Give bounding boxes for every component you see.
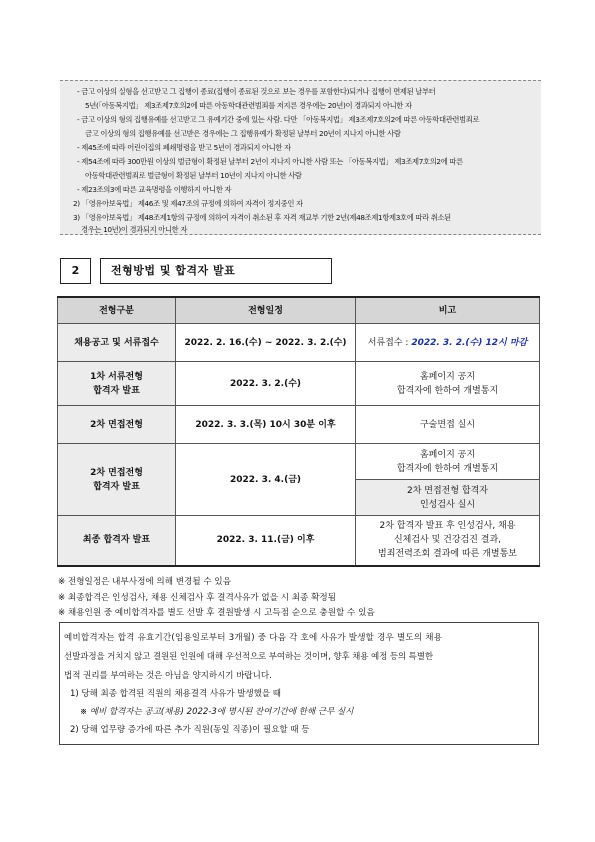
eligibility-line: 금고 이상의 형의 집행유예를 선고받은 경우에는 그 집행유예가 확정된 날부터 20년이 지나지 아니한 사람 [85,129,401,138]
notes-list [58,575,375,622]
stage-line: 1차 서류전형 [90,371,143,382]
note-item: ※ 채용인원 중 예비합격자를 별도 선발 후 결원발생 시 고득점 순으로 충원할 수 있음 [58,608,375,618]
reserve-item: 1) 당해 최종 합격된 직원의 채용결격 사유가 발생했을 때 [70,689,281,699]
note-line: 2차 면접전형 합격자 [406,485,488,496]
note-line: 인성검사 실시 [419,499,476,510]
note-line: 홈페이지 공지 [419,449,476,460]
eligibility-line: - 제45조에 따라 어린이집의 폐쇄명령을 받고 5년이 경과되지 아니한 자 [77,143,291,152]
table-row [58,406,540,444]
stage-cell: 2차 면접전형 [58,406,176,444]
note-line: 2차 합격자 발표 후 인성검사, 채용 [379,521,516,532]
table-header-row [58,297,540,324]
date-cell: 2022. 3. 3.(목) 10시 30분 이후 [176,406,356,444]
stage-line: 2차 면접전형 [90,467,143,478]
stage-line: 합격자 발표 [93,385,140,396]
note-item: ※ 최종합격은 인성검사, 채용 신체검사 후 결격사유가 없을 시 최종 확정됨 [58,592,336,603]
reserve-paragraph-line: 선발과정을 거치지 않고 결원된 인원에 대해 우선적으로 부여하는 것이며, 향후 채용 예정 등의 특별한 [64,652,433,662]
stage-line: 합격자 발표 [93,481,140,492]
table-row [58,444,540,480]
date-cell: 2022. 3. 2.(수) [176,362,356,406]
table-row [58,362,540,406]
header-note: 비고 [356,297,540,324]
reserve-info-box [59,622,539,745]
note-line: 합격자에 한하여 개별통지 [396,385,499,396]
stage-cell [58,444,176,516]
date-cell: 2022. 3. 4.(금) [176,444,356,516]
reserve-item: 2) 당해 업무량 증가에 따른 추가 직원(동일 직종)이 필요할 때 등 [70,725,310,735]
eligibility-line: 5년(「아동복지법」 제3조제7호의2에 따른 아동학대관련범죄를 저지른 경우에는 20년)이 경과되지 아니한 자 [85,101,412,110]
note-cell [356,324,540,362]
note-cell: 구술면접 실시 [356,406,540,444]
stage-cell: 채용공고 및 서류접수 [58,324,176,362]
header-schedule: 전형일정 [176,297,356,324]
note-cell [356,444,540,480]
reserve-item-note: ※ 예비 합격자는 공고(채용) 2022-3에 명시된 잔여기간에 한해 근무 실시 [80,707,354,717]
note-line: 홈페이지 공지 [419,371,476,382]
stage-cell: 최종 합격자 발표 [58,516,176,566]
eligibility-box [60,80,541,235]
deadline-highlight: 2022. 3. 2.(수) 12시 마감 [411,337,528,348]
table-row [58,516,540,566]
stage-cell [58,362,176,406]
date-cell: 2022. 2. 16.(수) ~ 2022. 3. 2.(수) [176,324,356,362]
eligibility-line: 아동학대관련범죄로 벌금형이 확정된 날부터 10년이 지나지 아니한 사람 [85,171,302,180]
note-line: 범죄전력조회 결과에 따른 개별통보 [378,549,517,560]
date-cell: 2022. 3. 11.(금) 이후 [176,516,356,566]
note-item: ※ 전형일정은 내부사정에 의해 변경될 수 있음 [58,577,232,587]
note-prefix: 서류접수 : [367,337,412,348]
note-line: 합격자에 한하여 개별통지 [396,463,499,474]
table-row [58,324,540,362]
section-number: 2 [60,258,91,284]
eligibility-line: 2) 「영유아보육법」 제46조 및 제47조의 규정에 의하여 자격이 정지중인 자 [73,199,303,208]
reserve-paragraph-line: 법적 권리를 부여하는 것은 아님을 양지하시기 바랍니다. [64,671,272,681]
eligibility-line: - 금고 이상의 형의 집행유예를 선고받고 그 유예기간 중에 있는 사람. 다만 「아동복지법」 제3조제7호의2에 따른 아동학대관련범죄로 [77,115,480,124]
note-cell [356,516,540,566]
eligibility-line: - 제23조의3에 따른 교육명령을 이행하지 아니한 자 [77,185,232,194]
note-cell [356,362,540,406]
header-stage: 전형구분 [58,297,176,324]
eligibility-line: 경우는 10년)이 경과되지 아니한 자 [81,225,188,234]
section-title: 전형방법 및 합격자 발표 [100,258,332,284]
schedule-table [57,296,540,567]
note-cell [356,480,540,516]
note-line: 신체검사 및 건강검진 결과, [393,535,502,546]
reserve-paragraph-line: 예비합격자는 합격 유효기간(임용일로부터 3개월) 중 다음 각 호에 사유가 발생할 경우 별도의 채용 [64,633,443,643]
eligibility-line: - 제54조에 따라 300만원 이상의 벌금형이 확정된 날부터 2년이 지나지 아니한 사람 또는 「아동복지법」 제3조제7호의2에 따른 [77,157,463,166]
eligibility-line: 3) 「영유아보육법」 제48조제1항의 규정에 의하여 자격이 취소된 후 자격 재교부 기한 2년(제48조제1항제3호에 따라 취소된 [73,213,451,222]
eligibility-line: - 금고 이상의 실형을 선고받고 그 집행이 종료(집행이 종료된 것으로 보는 경우를 포함한다)되거나 집행이 면제된 날부터 [77,87,436,96]
